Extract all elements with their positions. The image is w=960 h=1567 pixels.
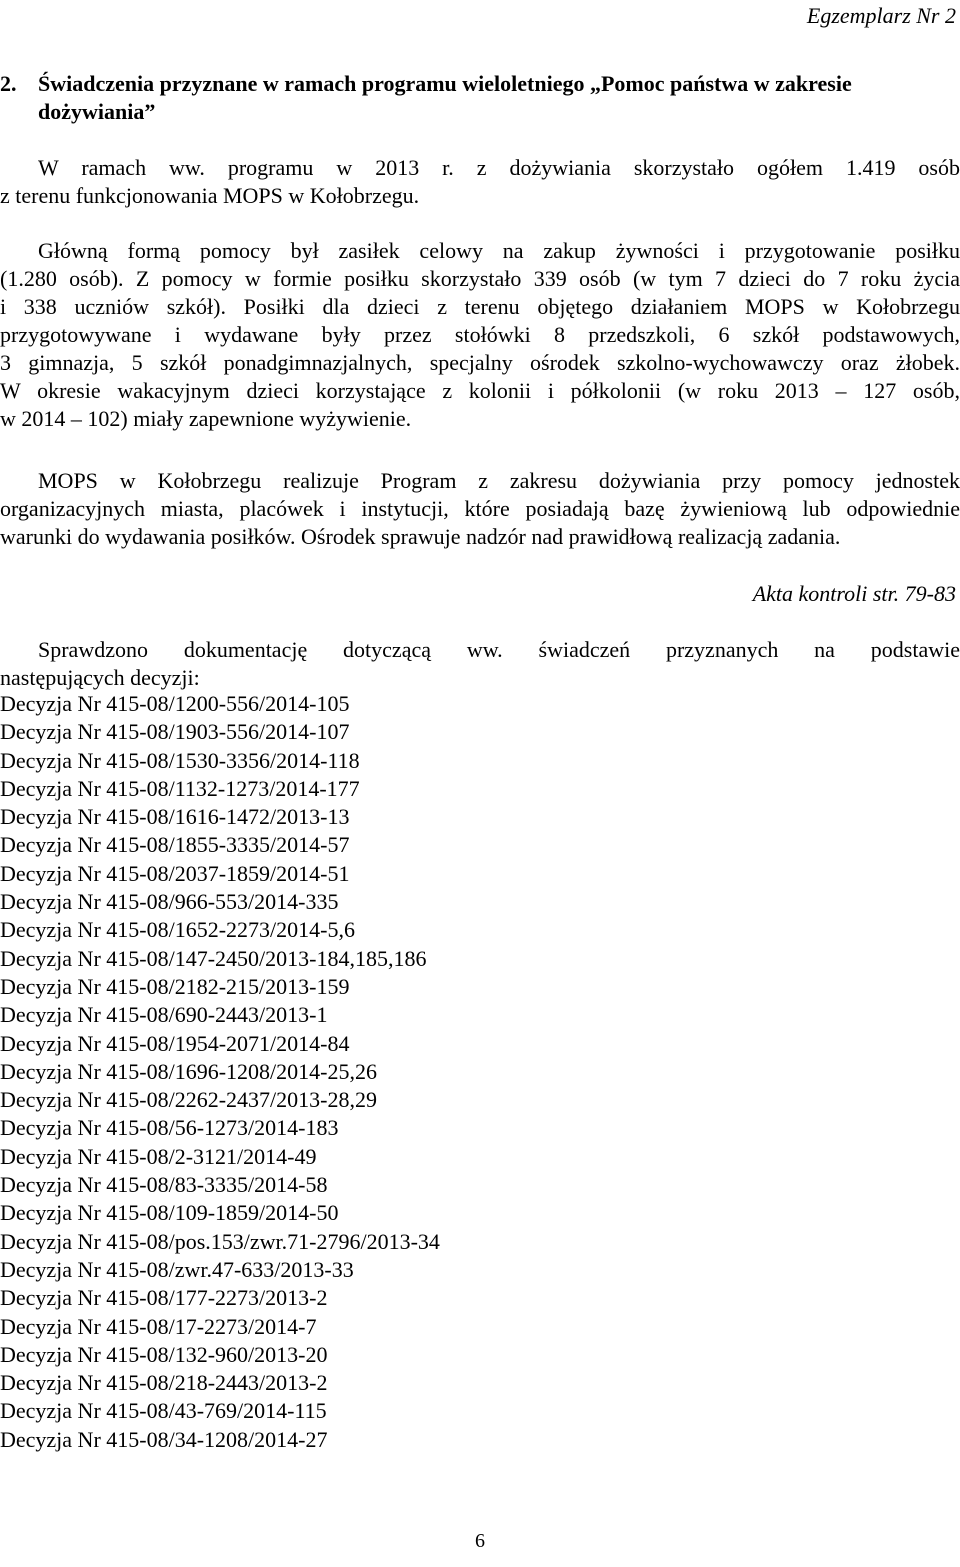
decision-item: Decyzja Nr 415-08/43-769/2014-115 <box>0 1398 327 1424</box>
paragraph-line: (1.280 osób). Z pomocy w formie posiłku skorzystało 339 osób (w tym 7 dzieci do 7 roku życia <box>0 266 960 291</box>
paragraph-line: następujących decyzji: <box>0 665 200 690</box>
paragraph-line: i 338 uczniów szkół). Posiłki dla dzieci z terenu objętego działaniem MOPS w Kołobrzegu <box>0 294 960 319</box>
decision-item: Decyzja Nr 415-08/132-960/2013-20 <box>0 1341 328 1367</box>
decision-item: Decyzja Nr 415-08/2037-1859/2014-51 <box>0 860 350 886</box>
paragraph-line: warunki do wydawania posiłków. Ośrodek sprawuje nadzór nad prawidłową realizacją zadania. <box>0 524 841 549</box>
page-number: 6 <box>475 1530 485 1552</box>
paragraph-line: Główną formą pomocy był zasiłek celowy na zakup żywności i przygotowanie posiłku <box>38 238 960 263</box>
decision-item: Decyzja Nr 415-08/177-2273/2013-2 <box>0 1285 328 1311</box>
decision-item: Decyzja Nr 415-08/zwr.47-633/2013-33 <box>0 1256 354 1282</box>
section-heading <box>0 70 960 126</box>
paragraph-program-realization <box>0 467 960 551</box>
decision-item: Decyzja Nr 415-08/17-2273/2014-7 <box>0 1313 317 1339</box>
decision-list <box>0 690 440 1454</box>
paragraph-line: W ramach ww. programu w 2013 r. z dożywiania skorzystało ogółem 1.419 osób <box>38 155 960 180</box>
decision-item: Decyzja Nr 415-08/2182-215/2013-159 <box>0 973 350 999</box>
decision-item: Decyzja Nr 415-08/83-3335/2014-58 <box>0 1172 328 1198</box>
decision-item: Decyzja Nr 415-08/1696-1208/2014-25,26 <box>0 1058 377 1084</box>
decision-item: Decyzja Nr 415-08/109-1859/2014-50 <box>0 1200 339 1226</box>
section-title-line-2: dożywiania” <box>38 99 156 124</box>
paragraph-line: Sprawdzono dokumentację dotyczącą ww. świadczeń przyznanych na podstawie <box>38 637 960 662</box>
decision-item: Decyzja Nr 415-08/147-2450/2013-184,185,186 <box>0 945 427 971</box>
paragraph-line: W okresie wakacyjnym dzieci korzystające z kolonii i półkolonii (w roku 2013 – 127 osób, <box>0 378 960 403</box>
decision-item: Decyzja Nr 415-08/56-1273/2014-183 <box>0 1115 339 1141</box>
paragraph-line: z terenu funkcjonowania MOPS w Kołobrzegu. <box>0 183 420 208</box>
decision-item: Decyzja Nr 415-08/1855-3335/2014-57 <box>0 832 350 858</box>
decision-item: Decyzja Nr 415-08/1616-1472/2013-13 <box>0 804 350 830</box>
decision-item: Decyzja Nr 415-08/1530-3356/2014-118 <box>0 747 360 773</box>
paragraph-line: MOPS w Kołobrzegu realizuje Program z zakresu dożywiania przy pomocy jednostek <box>38 468 960 493</box>
decision-item: Decyzja Nr 415-08/1652-2273/2014-5,6 <box>0 917 355 943</box>
decision-item: Decyzja Nr 415-08/1200-556/2014-105 <box>0 691 350 716</box>
decision-item: Decyzja Nr 415-08/1954-2071/2014-84 <box>0 1030 350 1056</box>
paragraph-line: 3 gimnazja, 5 szkół ponadgimnazjalnych, specjalny ośrodek szkolno-wychowawczy oraz żłobek. <box>0 350 960 375</box>
paragraph-line: przygotowywane i wydawane były przez stołówki 8 przedszkoli, 6 szkół podstawowych, <box>0 322 960 347</box>
copy-number-note: Egzemplarz Nr 2 <box>806 3 956 28</box>
audit-files-reference: Akta kontroli str. 79-83 <box>752 581 956 606</box>
decision-item: Decyzja Nr 415-08/1903-556/2014-107 <box>0 719 350 745</box>
decision-item: Decyzja Nr 415-08/34-1208/2014-27 <box>0 1426 328 1452</box>
decision-item: Decyzja Nr 415-08/966-553/2014-335 <box>0 889 339 915</box>
paragraph-summary <box>0 154 960 210</box>
decision-item: Decyzja Nr 415-08/2-3121/2014-49 <box>0 1143 317 1169</box>
decision-item: Decyzja Nr 415-08/pos.153/zwr.71-2796/2013-34 <box>0 1228 440 1254</box>
paragraph-line: w 2014 – 102) miały zapewnione wyżywienie. <box>0 406 412 431</box>
paragraph-line: organizacyjnych miasta, placówek i instytucji, które posiadają bazę żywieniową lub odpowiednie <box>0 496 960 521</box>
decision-item: Decyzja Nr 415-08/2262-2437/2013-28,29 <box>0 1087 377 1113</box>
paragraph-documentation-check <box>0 636 960 692</box>
decision-item: Decyzja Nr 415-08/218-2443/2013-2 <box>0 1370 328 1396</box>
decision-item: Decyzja Nr 415-08/690-2443/2013-1 <box>0 1002 328 1028</box>
section-number: 2. <box>0 71 17 96</box>
decision-item: Decyzja Nr 415-08/1132-1273/2014-177 <box>0 775 360 801</box>
section-title-line-1: Świadczenia przyznane w ramach programu wieloletniego „Pomoc państwa w zakresie <box>38 71 852 96</box>
paragraph-forms-of-help <box>0 237 960 433</box>
